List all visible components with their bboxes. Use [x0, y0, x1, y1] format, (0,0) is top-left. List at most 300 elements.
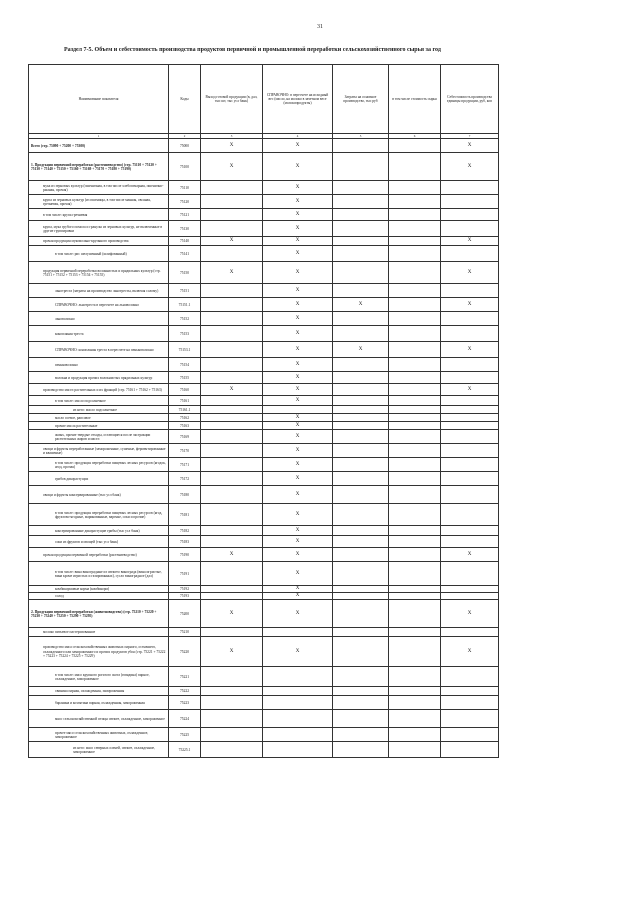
table-row: [29, 358, 499, 372]
raw-material-cell: [389, 687, 441, 696]
table-row: [29, 472, 499, 486]
reference-cell: X: [263, 139, 333, 153]
code-cell: 75169: [169, 430, 201, 444]
reference-cell: [263, 696, 333, 710]
indicator-name-cell: крупа из зерновых культур (из пшеницы, в том числе манная, овсяная, гречневая, прочая): [29, 195, 169, 209]
table-row: [29, 458, 499, 472]
code-cell: 75155: [169, 372, 201, 384]
unit-cost-cell: X: [441, 637, 499, 667]
output-cell: [201, 312, 263, 326]
code-cell: 75151.1: [169, 298, 201, 312]
indicator-name-cell: СПРАВОЧНО: льнотреста в пересчете на льноволокно: [29, 298, 169, 312]
unit-cost-cell: [441, 504, 499, 526]
raw-material-cell: [389, 728, 441, 742]
code-cell: 75130: [169, 221, 201, 237]
reference-cell: [263, 710, 333, 728]
raw-material-cell: [389, 262, 441, 284]
reference-cell: X: [263, 312, 333, 326]
output-cell: [201, 536, 263, 548]
raw-material-cell: [389, 593, 441, 600]
reference-cell: X: [263, 536, 333, 548]
indicator-name-cell: в том числе: мясо крупного рогатого скота (говядина) парное, охлажденное, замороженное: [29, 667, 169, 687]
unit-cost-cell: [441, 472, 499, 486]
table-row: [29, 504, 499, 526]
code-cell: 75161.1: [169, 406, 201, 414]
code-cell: 75191: [169, 562, 201, 586]
reference-cell: X: [263, 586, 333, 593]
costs-cell: [333, 326, 389, 342]
column-number: 5: [333, 134, 389, 139]
code-cell: 75171: [169, 458, 201, 472]
raw-material-cell: [389, 562, 441, 586]
unit-cost-cell: [441, 742, 499, 758]
indicator-name-cell: из него: мясо северных оленей, свежее, охлажденное, замороженное: [29, 742, 169, 758]
raw-material-cell: [389, 667, 441, 687]
table-row: [29, 195, 499, 209]
reference-cell: X: [263, 486, 333, 504]
raw-material-cell: [389, 637, 441, 667]
header-unit-cost: Себестоимость производства единицы продукции, руб, коп: [441, 65, 499, 134]
reference-cell: X: [263, 600, 333, 628]
reference-cell: X: [263, 526, 333, 536]
unit-cost-cell: [441, 312, 499, 326]
costs-cell: [333, 284, 389, 298]
reference-cell: X: [263, 593, 333, 600]
output-cell: X: [201, 548, 263, 562]
unit-cost-cell: [441, 284, 499, 298]
output-cell: [201, 710, 263, 728]
costs-cell: [333, 396, 389, 406]
reference-cell: X: [263, 326, 333, 342]
indicator-name-cell: в том числе: вина виноградные из свежего винограда (вина игристые, вина кроме игристых и газированных), сусло виноградное (дал): [29, 562, 169, 586]
unit-cost-cell: X: [441, 548, 499, 562]
output-cell: X: [201, 139, 263, 153]
indicator-name-cell: Всего (стр. 75090 + 75200 + 75300): [29, 139, 169, 153]
raw-material-cell: [389, 548, 441, 562]
output-cell: [201, 687, 263, 696]
reference-cell: X: [263, 221, 333, 237]
column-number: 4: [263, 134, 333, 139]
reference-cell: X: [263, 472, 333, 486]
output-cell: [201, 209, 263, 221]
raw-material-cell: [389, 209, 441, 221]
table-row: [29, 384, 499, 396]
indicator-name-cell: крупа, мука грубого помола и гранулы из зерновых культур, не включенные в другие группировки: [29, 221, 169, 237]
costs-cell: [333, 536, 389, 548]
output-cell: [201, 628, 263, 637]
costs-cell: [333, 195, 389, 209]
header-indicator-name: Наименование показателя: [29, 65, 169, 134]
indicator-name-cell: прочие масла растительные: [29, 422, 169, 430]
reference-cell: X: [263, 284, 333, 298]
column-number: 1: [29, 134, 169, 139]
unit-cost-cell: X: [441, 298, 499, 312]
code-cell: 75193: [169, 593, 201, 600]
unit-cost-cell: [441, 422, 499, 430]
unit-cost-cell: X: [441, 384, 499, 396]
output-cell: [201, 342, 263, 358]
reference-cell: X: [263, 181, 333, 195]
costs-cell: [333, 458, 389, 472]
output-cell: [201, 444, 263, 458]
output-cell: [201, 562, 263, 586]
table-row: [29, 696, 499, 710]
table-row: [29, 593, 499, 600]
unit-cost-cell: X: [441, 237, 499, 246]
code-cell: 75170: [169, 444, 201, 458]
reference-cell: X: [263, 246, 333, 262]
unit-cost-cell: [441, 209, 499, 221]
costs-cell: [333, 444, 389, 458]
output-cell: [201, 326, 263, 342]
reference-cell: X: [263, 342, 333, 358]
column-number: 6: [389, 134, 441, 139]
header-costs: Затраты на основное производство, тыс руб: [333, 65, 389, 134]
code-cell: 75163: [169, 422, 201, 430]
page-number: 31: [317, 24, 323, 30]
unit-cost-cell: [441, 326, 499, 342]
reference-cell: X: [263, 458, 333, 472]
reference-cell: [263, 742, 333, 758]
reference-cell: X: [263, 372, 333, 384]
costs-cell: [333, 667, 389, 687]
reference-cell: X: [263, 504, 333, 526]
costs-cell: [333, 696, 389, 710]
costs-cell: [333, 526, 389, 536]
reference-cell: X: [263, 237, 333, 246]
output-cell: [201, 406, 263, 414]
raw-material-cell: [389, 422, 441, 430]
table-row: [29, 237, 499, 246]
reference-cell: [263, 687, 333, 696]
unit-cost-cell: [441, 195, 499, 209]
table-row: [29, 710, 499, 728]
reference-cell: X: [263, 396, 333, 406]
code-cell: 75151: [169, 284, 201, 298]
output-cell: [201, 195, 263, 209]
header-raw-material: в том числе стоимость сырья: [389, 65, 441, 134]
indicator-name-cell: свинина парная, охлажденная, замороженная: [29, 687, 169, 696]
table-row: [29, 298, 499, 312]
indicator-name-cell: льнотреста (затраты на производство льнотресты, включая солому): [29, 284, 169, 298]
indicator-name-cell: овощи и фрукты переработанные (замороженные, сушеные, ферментированные и квашеные): [29, 444, 169, 458]
indicator-name-cell: льноволокно: [29, 312, 169, 326]
raw-material-cell: [389, 586, 441, 593]
code-cell: 75110: [169, 181, 201, 195]
reference-cell: X: [263, 384, 333, 396]
costs-cell: [333, 710, 389, 728]
costs-cell: [333, 628, 389, 637]
indicator-name-cell: грибов дикорастущих: [29, 472, 169, 486]
code-cell: 75224: [169, 710, 201, 728]
output-cell: [201, 458, 263, 472]
table-body: [29, 139, 499, 758]
costs-cell: [333, 504, 389, 526]
output-cell: X: [201, 153, 263, 181]
output-cell: [201, 430, 263, 444]
code-cell: 75225: [169, 728, 201, 742]
output-cell: X: [201, 384, 263, 396]
raw-material-cell: [389, 195, 441, 209]
indicator-name-cell: прочее мясо сельскохозяйственных животных, охлажденное, замороженное: [29, 728, 169, 742]
costs-cell: [333, 687, 389, 696]
raw-material-cell: [389, 312, 441, 326]
output-cell: [201, 728, 263, 742]
unit-cost-cell: X: [441, 139, 499, 153]
section-title: Раздел 7-5. Объем и себестоимость производства продуктов первичной и промышленной переработки сельскохозяйственного сырья за год: [64, 47, 441, 53]
raw-material-cell: [389, 504, 441, 526]
table-row: [29, 667, 499, 687]
reference-cell: X: [263, 637, 333, 667]
output-cell: [201, 181, 263, 195]
indicator-name-cell: из него: масло подсолнечное: [29, 406, 169, 414]
code-cell: 75160: [169, 384, 201, 396]
indicator-name-cell: консервированные дикорастущие грибы (тыс усл банк): [29, 526, 169, 536]
indicator-name-cell: конопляная треста: [29, 326, 169, 342]
table-row: [29, 628, 499, 637]
unit-cost-cell: [441, 430, 499, 444]
unit-cost-cell: [441, 696, 499, 710]
table-row: [29, 312, 499, 326]
raw-material-cell: [389, 139, 441, 153]
code-cell: 75190: [169, 548, 201, 562]
costs-cell: [333, 237, 389, 246]
output-cell: X: [201, 262, 263, 284]
unit-cost-cell: [441, 246, 499, 262]
code-cell: 75225.1: [169, 742, 201, 758]
raw-material-cell: [389, 742, 441, 758]
code-cell: 75120: [169, 195, 201, 209]
unit-cost-cell: [441, 458, 499, 472]
code-cell: 75154: [169, 358, 201, 372]
code-cell: 75100: [169, 153, 201, 181]
raw-material-cell: [389, 536, 441, 548]
costs-cell: [333, 153, 389, 181]
table-row: [29, 422, 499, 430]
table-row: [29, 181, 499, 195]
reference-cell: X: [263, 298, 333, 312]
costs-cell: [333, 728, 389, 742]
indicator-name-cell: мясо сельскохозяйственной птицы свежее, охлажденное, замороженное: [29, 710, 169, 728]
raw-material-cell: [389, 458, 441, 472]
raw-material-cell: [389, 486, 441, 504]
reference-cell: X: [263, 358, 333, 372]
output-cell: [201, 422, 263, 430]
indicator-name-cell: соки из фруктов и овощей (тыс усл банк): [29, 536, 169, 548]
costs-cell: [333, 586, 389, 593]
reference-cell: X: [263, 262, 333, 284]
code-cell: 75182: [169, 526, 201, 536]
output-cell: [201, 586, 263, 593]
costs-cell: X: [333, 298, 389, 312]
costs-cell: [333, 637, 389, 667]
code-cell: 75180: [169, 486, 201, 504]
costs-cell: [333, 414, 389, 422]
raw-material-cell: [389, 372, 441, 384]
indicator-name-cell: овощи и фрукты консервированные (тыс усл банк): [29, 486, 169, 504]
column-number: 2: [169, 134, 201, 139]
indicator-name-cell: в том числе: масло подсолнечное: [29, 396, 169, 406]
raw-material-cell: [389, 414, 441, 422]
header-row: [29, 65, 499, 134]
output-cell: X: [201, 237, 263, 246]
output-cell: [201, 298, 263, 312]
reference-cell: X: [263, 562, 333, 586]
costs-cell: [333, 358, 389, 372]
code-cell: 75141: [169, 246, 201, 262]
unit-cost-cell: [441, 628, 499, 637]
output-cell: [201, 667, 263, 687]
output-cell: [201, 358, 263, 372]
indicator-name-cell: в том числе: крупа гречневая: [29, 209, 169, 221]
code-cell: 75000: [169, 139, 201, 153]
unit-cost-cell: [441, 221, 499, 237]
raw-material-cell: [389, 696, 441, 710]
indicator-name-cell: масло соевое, рапсовое: [29, 414, 169, 422]
indicator-name-cell: комбикормовые корма (комбикорм): [29, 586, 169, 593]
table-row: [29, 687, 499, 696]
reference-cell: [263, 628, 333, 637]
code-cell: 75181: [169, 504, 201, 526]
indicator-name-cell: в том числе: продукция переработки пищевых лесных ресурсов (ягодок, ягод, прочая): [29, 458, 169, 472]
unit-cost-cell: [441, 687, 499, 696]
costs-cell: [333, 472, 389, 486]
table-row: [29, 742, 499, 758]
output-cell: [201, 593, 263, 600]
unit-cost-cell: [441, 372, 499, 384]
output-cell: [201, 284, 263, 298]
raw-material-cell: [389, 526, 441, 536]
costs-cell: [333, 430, 389, 444]
table-row: [29, 486, 499, 504]
indicator-name-cell: молоко питьевое пастеризованное: [29, 628, 169, 637]
table-row: [29, 209, 499, 221]
unit-cost-cell: [441, 593, 499, 600]
raw-material-cell: [389, 246, 441, 262]
unit-cost-cell: [441, 486, 499, 504]
raw-material-cell: [389, 710, 441, 728]
code-cell: 75121: [169, 209, 201, 221]
table-row: [29, 326, 499, 342]
indicator-name-cell: волокна и продукция прочих волокнистых прядильных культур: [29, 372, 169, 384]
costs-cell: [333, 600, 389, 628]
indicator-name-cell: пеньковолокно: [29, 358, 169, 372]
indicator-name-cell: 2. Продукция первичной переработки (животноводство) (стр. 75210 + 75220 + 75230 + 75240 + 75250 + 75290 + 75295): [29, 600, 169, 628]
raw-material-cell: [389, 384, 441, 396]
output-cell: [201, 372, 263, 384]
unit-cost-cell: [441, 444, 499, 458]
output-cell: [201, 472, 263, 486]
code-cell: 75172: [169, 472, 201, 486]
costs-cell: [333, 262, 389, 284]
reference-cell: X: [263, 414, 333, 422]
costs-cell: [333, 139, 389, 153]
reference-cell: [263, 728, 333, 742]
code-cell: 75210: [169, 628, 201, 637]
raw-material-cell: [389, 153, 441, 181]
unit-cost-cell: [441, 414, 499, 422]
unit-cost-cell: [441, 526, 499, 536]
code-cell: 75183: [169, 536, 201, 548]
indicator-name-cell: солод: [29, 593, 169, 600]
raw-material-cell: [389, 342, 441, 358]
costs-cell: [333, 312, 389, 326]
costs-cell: [333, 221, 389, 237]
costs-cell: [333, 181, 389, 195]
raw-material-cell: [389, 430, 441, 444]
code-cell: 75221: [169, 667, 201, 687]
indicator-name-cell: производство масел растительных и их фракций (стр. 75161 + 75162 + 75163): [29, 384, 169, 396]
indicator-name-cell: в том числе: рис шелушенный (шлифованный): [29, 246, 169, 262]
output-cell: [201, 221, 263, 237]
header-codes: Коды: [169, 65, 201, 134]
output-cell: [201, 414, 263, 422]
unit-cost-cell: X: [441, 262, 499, 284]
table-row: [29, 600, 499, 628]
indicator-name-cell: в том числе: продукция переработки пищевых лесных ресурсов (ягод, фруктово-ягодные, маринованные, варенье, соки и прочие): [29, 504, 169, 526]
costs-cell: [333, 209, 389, 221]
costs-cell: [333, 742, 389, 758]
reference-cell: X: [263, 444, 333, 458]
unit-cost-cell: X: [441, 600, 499, 628]
output-cell: [201, 246, 263, 262]
reference-cell: X: [263, 209, 333, 221]
unit-cost-cell: X: [441, 342, 499, 358]
table-row: [29, 246, 499, 262]
table-row: [29, 372, 499, 384]
code-cell: 75223: [169, 696, 201, 710]
code-cell: 75220: [169, 637, 201, 667]
indicator-name-cell: мука из зерновых культур (пшеничная, в том числе хлебопекарная, пшенично-ржаная, прочая): [29, 181, 169, 195]
table-row: [29, 637, 499, 667]
output-cell: [201, 504, 263, 526]
raw-material-cell: [389, 444, 441, 458]
costs-cell: [333, 548, 389, 562]
header-output: Выход готовой продукции (в, дал, тыс шт, тыс усл банк): [201, 65, 263, 134]
unit-cost-cell: [441, 396, 499, 406]
reference-cell: [263, 406, 333, 414]
table-row: [29, 342, 499, 358]
costs-cell: [333, 593, 389, 600]
code-cell: 75140: [169, 237, 201, 246]
reference-cell: X: [263, 548, 333, 562]
reference-cell: X: [263, 195, 333, 209]
raw-material-cell: [389, 396, 441, 406]
output-cell: [201, 526, 263, 536]
unit-cost-cell: [441, 406, 499, 414]
table-row: [29, 284, 499, 298]
output-cell: X: [201, 637, 263, 667]
code-cell: 75222: [169, 687, 201, 696]
costs-cell: [333, 246, 389, 262]
table-row: [29, 536, 499, 548]
costs-cell: [333, 384, 389, 396]
unit-cost-cell: [441, 667, 499, 687]
costs-cell: [333, 562, 389, 586]
raw-material-cell: [389, 406, 441, 414]
costs-cell: [333, 486, 389, 504]
unit-cost-cell: [441, 710, 499, 728]
code-cell: 75162: [169, 414, 201, 422]
costs-cell: X: [333, 342, 389, 358]
raw-material-cell: [389, 326, 441, 342]
costs-cell: [333, 372, 389, 384]
raw-material-cell: [389, 237, 441, 246]
indicator-name-cell: СПРАВОЧНО: конопляная треста в пересчете на пеньковолокно: [29, 342, 169, 358]
raw-material-cell: [389, 298, 441, 312]
code-cell: 75192: [169, 586, 201, 593]
raw-material-cell: [389, 221, 441, 237]
